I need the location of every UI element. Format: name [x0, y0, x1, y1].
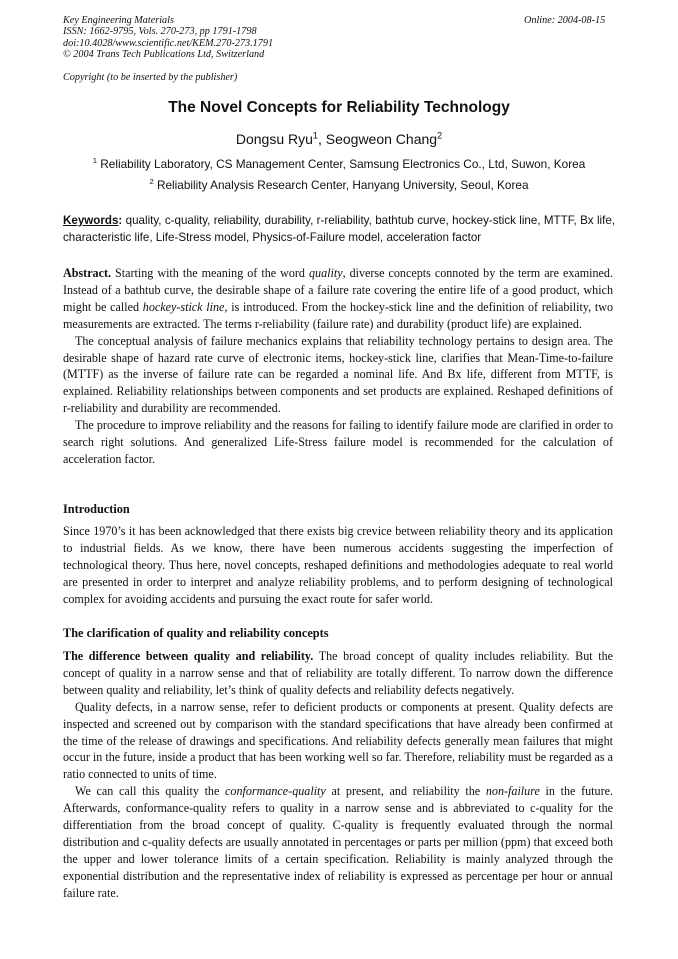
- journal-header: [63, 15, 273, 60]
- abstract-label: Abstract.: [63, 266, 112, 280]
- clarification-paragraph: Quality defects, in a narrow sense, refer to deficient products or components at present. Quality defects are inspected and screened out by comparison with the standard specifications that have already been confirmed at the time of the release of drawings and specifications. And reliability defects generally mean failures that might occur in the future, inside a product that has been working well so far. Therefore, reliability must be regarded as a ratio connected to units of time.: [63, 699, 613, 782]
- clarification-text: at present, and reliability the: [325, 784, 486, 799]
- paper-title: The Novel Concepts for Reliability Technology: [168, 99, 510, 116]
- subsection-lead: The difference between quality and reliability.: [63, 649, 314, 663]
- abstract-text: , is introduced. From the hockey-stick line and the definition of reliability, two measurements are extracted. The terms r-reliability (failure rate) and durability (product life) are explained.: [63, 299, 613, 331]
- clarification-heading: The clarification of quality and reliability concepts: [63, 626, 329, 640]
- author-name: Dongsu Ryu: [235, 131, 313, 147]
- abstract-emphasis: quality: [308, 266, 343, 280]
- clarification-text: The broad concept of quality includes reliability. But the concept of quality in a narrow sense and that of reliability are totally different. To narrow down the difference between quality and reliability, let’s think of quality defects and reliability defects negatively.: [63, 649, 613, 697]
- introduction-heading: Introduction: [63, 502, 130, 516]
- abstract-paragraph: The conceptual analysis of failure mechanics explains that reliability technology pertains to design area. The desirable shape of hazard rate curve of electronic items, hockey-stick line, clarifies that Mean-Time-to-failure (MTTF) as the inverse of failure rate can be regarded a nominal life. And Bx life, different from MTTF, is explained. Reliability relationships between components and set products are explained. Reshaped definitions of r-reliability and durability are recommended.: [63, 333, 613, 416]
- keywords-label: Keywords: [63, 214, 119, 227]
- clarification-text: in the future. Afterwards, conformance-quality refers to quality in a narrow sense and is abbreviated to c-quality for the differentiation from the broad concept of quality. C-quality is frequently evaluated through the normal distribution and c-quality defects are usually annotated in percentages or parts per million (ppm) that exceed both the upper and lower tolerance limits of a certain specification. Reliability is mainly analyzed through the exponential distribution and the representative index of reliability is expressed as percentage per hour or annual failure rate.: [63, 784, 613, 900]
- abstract-paragraph: The procedure to improve reliability and the reasons for failing to identify failure mode are clarified in order to search right solutions. And generalized Life-Stress failure model is recommended for the calculation of acceleration factor.: [63, 418, 613, 466]
- keywords-colon: :: [118, 214, 123, 227]
- abstract-paragraph: [63, 265, 613, 333]
- abstract-text: Starting with the meaning of the word: [111, 266, 309, 280]
- introduction-paragraph: Since 1970’s it has been acknowledged that there exists big crevice between reliability theory and its application to industrial fields. As we know, there have been numerous accidents suggesting the imperfection of technological theory. Thus here, novel concepts, reshaped definitions and methodologies adequate to real world are presented in order to interpret and analyze reliability problems, and to perform designing of technological complex for avoiding accidents and pursuing the exact route for safer world.: [63, 524, 613, 606]
- clarification-paragraph: [63, 648, 613, 699]
- issn-line: ISSN: 1662-9795, Vols. 270-273, pp 1791-1798: [63, 26, 257, 38]
- affiliation-mark: 1: [92, 156, 97, 166]
- author-separator: ,: [317, 131, 326, 147]
- clarification-paragraph: [63, 783, 613, 901]
- doi-line: doi:10.4028/www.scientific.net/KEM.270-273.1791: [63, 37, 274, 49]
- affiliation: [0, 157, 678, 171]
- journal-name: Key Engineering Materials: [63, 15, 174, 26]
- affiliation-mark: 2: [149, 177, 154, 187]
- abstract-section: [63, 265, 613, 468]
- abstract-emphasis: hockey-stick line: [142, 299, 225, 314]
- abstract-text: , diverse concepts connoted by the term are examined. Instead of a bathtub curve, the desirable shape of a failure rate covering the entire life of a good product, which might be called: [63, 266, 613, 314]
- introduction-section: [63, 523, 613, 608]
- online-date: Online: 2004-08-15: [524, 15, 606, 26]
- keywords-text: quality, c-quality, reliability, durability, r-reliability, bathtub curve, hockey-stick line, MTTF, Bx life, characteristic life, Life-Stress model, Physics-of-Failure model, acceleration factor: [63, 214, 615, 244]
- author-affiliation-mark: 1: [312, 130, 318, 141]
- author-line: [0, 131, 678, 147]
- clarification-text: We can call this quality the: [75, 784, 226, 799]
- author-name: Seogweon Chang: [325, 131, 438, 147]
- affiliation-text: Reliability Laboratory, CS Management Center, Samsung Electronics Co., Ltd, Suwon, Korea: [96, 157, 586, 171]
- copyright-note: Copyright (to be inserted by the publisher): [63, 72, 238, 83]
- clarification-emphasis: conformance-quality: [225, 784, 326, 799]
- affiliation-text: Reliability Analysis Research Center, Hanyang University, Seoul, Korea: [153, 178, 529, 192]
- author-affiliation-mark: 2: [437, 130, 443, 141]
- keywords-block: [63, 213, 615, 246]
- clarification-section: [63, 648, 613, 902]
- clarification-emphasis: non-failure: [485, 784, 540, 799]
- affiliation: [0, 178, 678, 192]
- publisher-line: © 2004 Trans Tech Publications Ltd, Switzerland: [63, 48, 265, 60]
